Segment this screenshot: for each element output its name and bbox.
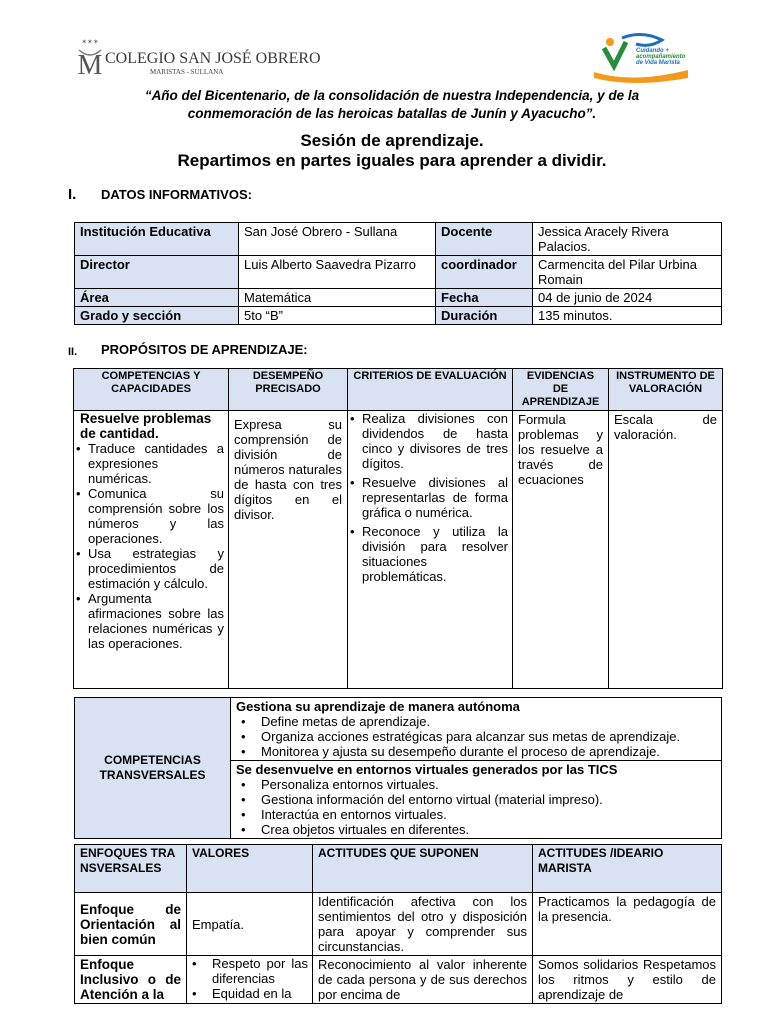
col-actitudes: ACTITUDES QUE SUPONEN (313, 845, 533, 893)
col-competencias: COMPETENCIAS Y CAPACIDADES (74, 369, 229, 411)
col-instrumento: INSTRUMENTO DE VALORACIÓN (609, 369, 723, 411)
list-item: • Define metas de aprendizaje. (236, 714, 716, 729)
svg-text:✶✶✶: ✶✶✶ (81, 39, 99, 46)
list-item: • Reconoce y utiliza la división para resolver situaciones problemáticas. (350, 524, 508, 584)
label-coordinador: coordinador (436, 256, 533, 289)
block-title: Gestiona su aprendizaje de manera autónoma (236, 699, 520, 714)
list-item: • Usa estrategias y procedimientos de estimación y cálculo. (76, 546, 224, 591)
label-duracion: Duración (436, 307, 533, 325)
table-row (74, 411, 723, 689)
capacidades-list (76, 441, 224, 651)
table-row (75, 956, 722, 1004)
label-director: Director (75, 256, 239, 289)
list-item: • Interactúa en entornos virtuales. (236, 807, 716, 822)
table-row (75, 893, 722, 956)
list-item: • Organiza acciones estratégicas para alcanzar sus metas de aprendizaje. (236, 729, 716, 744)
block-list (236, 777, 716, 837)
list-item: • Realiza divisiones con dividendos de hasta cinco y divisores de tres dígitos. (350, 411, 508, 471)
transversal-block-2 (231, 761, 722, 839)
value-duracion: 135 minutos. (533, 307, 722, 325)
value-coordinador: Carmencita del Pilar Urbina Romain (533, 256, 722, 289)
valores-cell (187, 956, 313, 1004)
list-item: • Respeto por las diferencias (187, 956, 308, 986)
instrumento-cell: Escala de valoración. (609, 411, 723, 689)
list-item: • Comunica su comprensión sobre los números y las operaciones. (76, 486, 224, 546)
transversales-table (74, 697, 722, 839)
transversales-label: COMPETENCIAS TRANSVERSALES (75, 698, 231, 839)
block-list (236, 714, 716, 759)
section-2-heading: II. PROPÓSITOS DE APRENDIZAJE: (68, 342, 308, 358)
table-row (75, 256, 722, 289)
list-item: • Personaliza entornos virtuales. (236, 777, 716, 792)
label-grado: Grado y sección (75, 307, 239, 325)
label-docente: Docente (436, 223, 533, 256)
datos-informativos-table (74, 222, 722, 325)
col-criterios: CRITERIOS DE EVALUACIÓN (348, 369, 513, 411)
valores-cell: Empatía. (187, 893, 313, 956)
value-institucion: San José Obrero - Sullana (239, 223, 436, 256)
page-title: Sesión de aprendizaje. Repartimos en partes iguales para aprender a dividir. (177, 131, 607, 170)
value-director: Luis Alberto Saavedra Pizarro (239, 256, 436, 289)
col-valores: VALORES (187, 845, 313, 893)
evidencias-cell: Formula problemas y los resuelve a través de ecuaciones (513, 411, 609, 689)
label-area: Área (75, 289, 239, 307)
list-item: • Crea objetos virtuales en diferentes. (236, 822, 716, 837)
enfoques-table (74, 844, 722, 1004)
logo-text: Cuidando + acompañamiento de Vida Marista (636, 48, 686, 66)
col-enfoques: ENFOQUES TRANSVERSALES (75, 845, 187, 893)
competencias-cell (74, 411, 229, 689)
col-evidencias: EVIDENCIAS DE APRENDIZAJE (513, 369, 609, 411)
col-desempeno: DESEMPEÑO PRECISADO (229, 369, 348, 411)
label-institucion: Institución Educativa (75, 223, 239, 256)
motto: “Año del Bicentenario, de la consolidación de nuestra Independencia, y de la conmemoración de las heroicas batallas de Junín y Ayacucho”. (144, 88, 640, 121)
list-item: • Traduce cantidades a expresiones numéricas. (76, 441, 224, 486)
svg-text:M: M (77, 50, 103, 80)
desempeno-cell: Expresa su comprensión de división de números naturales de hasta con tres dígitos en el divisor. (229, 411, 348, 689)
table-row (75, 223, 722, 256)
table-header-row (75, 845, 722, 893)
criterios-list (350, 411, 508, 584)
label-fecha: Fecha (436, 289, 533, 307)
table-row (75, 289, 722, 307)
enfoque-cell: Enfoque de Orientación al bien común (75, 893, 187, 956)
value-area: Matemática (239, 289, 436, 307)
crest-icon (75, 36, 105, 80)
list-item: • Equidad en la (187, 986, 308, 1001)
ideario-cell: Practicamos la pedagogía de la presencia. (533, 893, 722, 956)
marista-logo (592, 28, 692, 84)
ideario-cell: Somos solidarios Respetamos los ritmos y estilo de aprendizaje de (533, 956, 722, 1004)
list-item: • Resuelve divisiones al representarlas de forma gráfica o numérica. (350, 475, 508, 520)
transversal-block-1 (231, 698, 722, 761)
value-docente: Jessica Aracely Rivera Palacios. (533, 223, 722, 256)
table-row (75, 307, 722, 325)
school-subtitle: MARISTAS - SULLANA (150, 68, 224, 76)
criterios-cell (348, 411, 513, 689)
school-name: COLEGIO SAN JOSÉ OBRERO (105, 50, 321, 67)
list-item: • Argumenta afirmaciones sobre las relaciones numéricas y las operaciones. (76, 591, 224, 651)
list-item: • Monitorea y ajusta su desempeño durante el proceso de aprendizaje. (236, 744, 716, 759)
propositos-table (73, 368, 723, 689)
actitudes-cell: Identificación afectiva con los sentimientos del otro y disposición para apoyar y comprender sus circunstancias. (313, 893, 533, 956)
table-row (75, 698, 722, 761)
col-ideario: ACTITUDES /IDEARIO MARISTA (533, 845, 722, 893)
list-item: • Gestiona información del entorno virtual (material impreso). (236, 792, 716, 807)
school-logo (75, 36, 321, 82)
actitudes-cell: Reconocimiento al valor inherente de cada persona y de sus derechos por encima de (313, 956, 533, 1004)
block-title: Se desenvuelve en entornos virtuales generados por las TICS (236, 762, 618, 777)
section-1-heading: I. DATOS INFORMATIVOS: (68, 186, 252, 203)
competencia-title: Resuelve problemas de cantidad. (80, 411, 212, 441)
table-header-row (74, 369, 723, 411)
value-grado: 5to “B” (239, 307, 436, 325)
value-fecha: 04 de junio de 2024 (533, 289, 722, 307)
enfoque-cell: Enfoque Inclusivo o de Atención a la (75, 956, 187, 1004)
valores-list (187, 956, 308, 1001)
